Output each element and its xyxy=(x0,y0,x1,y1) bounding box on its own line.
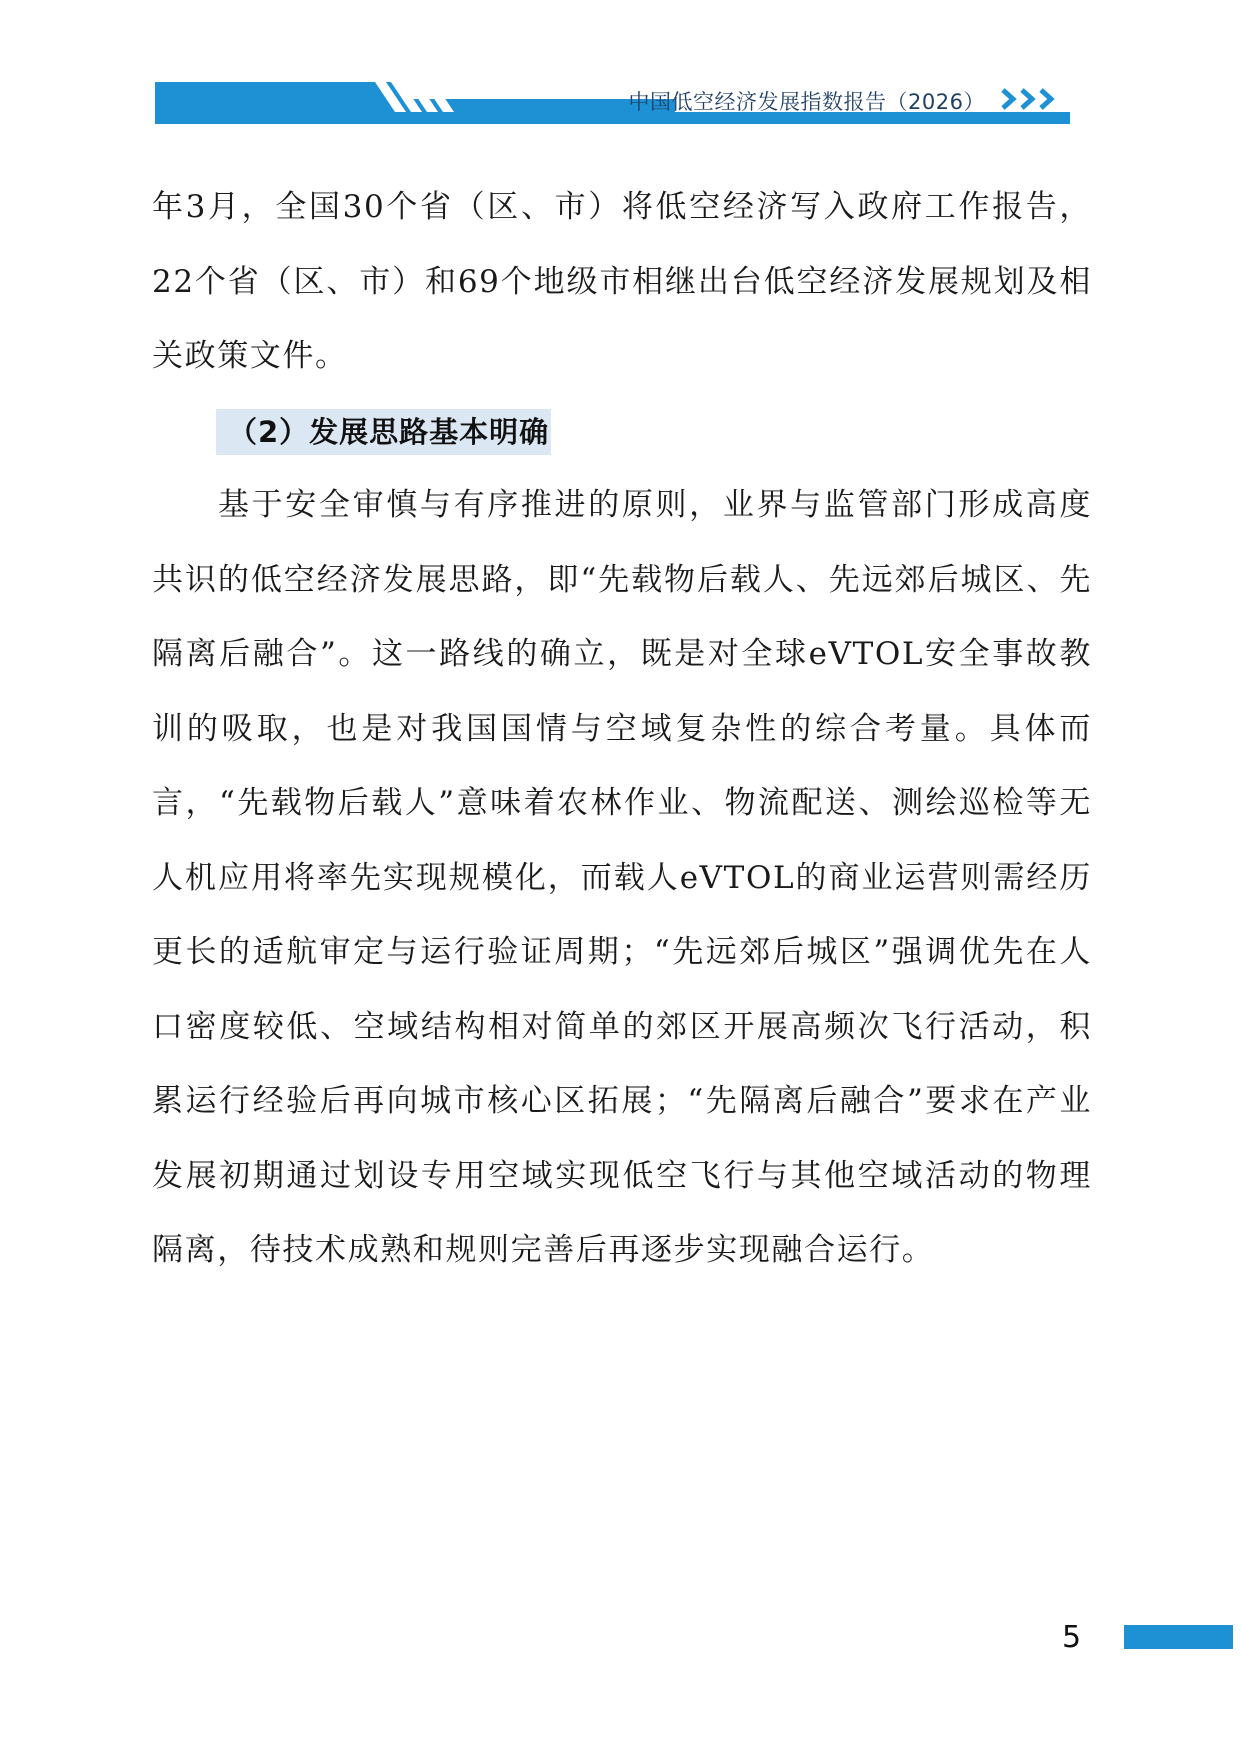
section-heading-wrap xyxy=(152,394,1092,469)
body-text xyxy=(152,170,1092,1288)
page-number: 5 xyxy=(1062,1620,1082,1655)
triple-chevron-right-icon xyxy=(1000,87,1066,111)
footer-accent-bar xyxy=(1124,1625,1233,1649)
header-band-left-block xyxy=(155,82,411,107)
paragraph-policy-adoption: 年3月，全国30个省（区、市）将低空经济写入政府工作报告，22个省（区、市）和69个地级市相继出台低空经济发展规划及相关政策文件。 xyxy=(152,189,1092,374)
paragraph-development-approach: 基于安全审慎与有序推进的原则，业界与监管部门形成高度共识的低空经济发展思路，即“先载物后载人、先远郊后城区、先隔离后融合”。这一路线的确立，既是对全球eVTOL安全事故教训的吸取，也是对我国国情与空域复杂性的综合考量。具体而言，“先载物后载人”意味着农林作业、物流配送、测绘巡检等无人机应用将率先实现规模化，而载人eVTOL的商业运营则需经历更长的适航审定与运行验证周期；“先远郊后城区”强调优先在人口密度较低、空域结构相对简单的郊区开展高频次飞行活动，积累运行经验后再向城市核心区拓展；“先隔离后融合”要求在产业发展初期通过划设专用空域实现低空飞行与其他空域活动的物理隔离，待技术成熟和规则完善后再逐步实现融合运行。 xyxy=(152,487,1092,1268)
section-heading: （2）发展思路基本明确 xyxy=(216,409,551,455)
page-header xyxy=(155,82,1070,124)
report-title: 中国低空经济发展指数报告（2026） xyxy=(628,90,985,114)
